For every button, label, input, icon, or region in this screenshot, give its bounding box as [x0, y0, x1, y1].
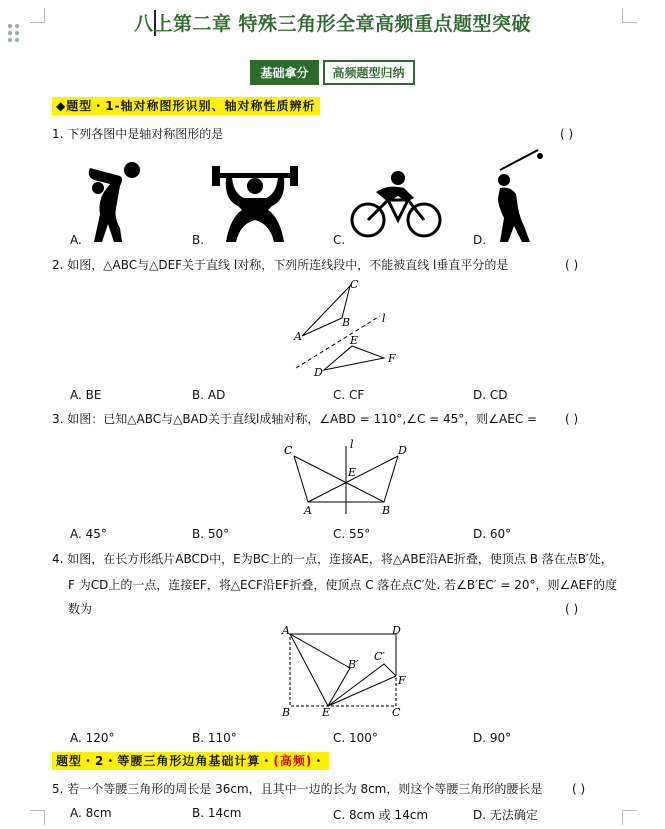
q4-option-d[interactable]: D. 90° — [473, 731, 512, 745]
label-E: E — [350, 334, 359, 347]
page-corner-mark — [30, 810, 45, 825]
q3-option-a[interactable]: A. 45° — [70, 527, 107, 541]
label-B: B — [282, 706, 291, 719]
label-A: A — [294, 330, 302, 343]
label-C-prime: C′ — [374, 650, 385, 663]
question-1: 1. 下列各图中是轴对称图形的是 — [52, 127, 224, 141]
q2-option-c[interactable]: C. CF — [333, 388, 365, 402]
label-F: F — [398, 674, 406, 687]
q4-option-b[interactable]: B. 110° — [192, 731, 237, 745]
tag-frequent: 高频题型归纳 — [323, 60, 415, 85]
question-2: 2. 如图，△ABC与△DEF关于直线 l对称，下列所连线段中，不能被直线 l垂直平分的是 — [52, 258, 509, 272]
section-heading: ◆题型・1-轴对称图形识别、轴对称性质辨析 — [52, 97, 320, 115]
answer-blank: ( ) — [565, 258, 579, 272]
page-corner-mark — [622, 810, 637, 825]
tag-bar — [0, 60, 665, 85]
q1-option-c[interactable]: C. — [333, 233, 346, 247]
label-C: C — [392, 706, 401, 719]
q5-option-c[interactable]: C. 8cm 或 14cm — [333, 808, 429, 822]
label-E: E — [348, 466, 357, 479]
question-4-line1: 4. 如图，在长方形纸片ABCD中，E为BC上的一点，连接AE，将△ABE沿AE折叠，使顶点 B 落在点B′处， — [52, 552, 613, 566]
answer-blank: ( ) — [565, 412, 579, 426]
question-5: 5. 若一个等腰三角形的周长是 36cm，且其中一边的长为 8cm，则这个等腰三角形的腰长是 — [52, 782, 543, 796]
answer-blank: ( ) — [572, 782, 586, 796]
hot-badge: (高频) — [273, 754, 313, 768]
q2-option-d[interactable]: D. CD — [473, 388, 508, 402]
answer-blank: ( ) — [565, 602, 579, 616]
q5-option-b[interactable]: B. 14cm — [192, 806, 242, 820]
question-3: 3. 如图：已知△ABC与△BAD关于直线l成轴对称，∠ABD = 110°,∠C = 45°，则∠AEC = — [52, 412, 538, 426]
q1-option-b[interactable]: B. — [192, 233, 205, 247]
figure-weightlifter-b — [208, 160, 302, 244]
q4-option-c[interactable]: C. 100° — [333, 731, 378, 745]
label-B-prime: B′ — [348, 658, 359, 671]
label-l: l — [382, 312, 386, 325]
q4-option-a[interactable]: A. 120° — [70, 731, 115, 745]
label-D: D — [314, 366, 323, 378]
label-F: F — [388, 352, 396, 365]
figure-q3 — [280, 436, 416, 520]
q1-option-a[interactable]: A. — [70, 233, 82, 247]
q3-option-c[interactable]: C. 55° — [333, 527, 371, 541]
section-heading — [52, 752, 329, 770]
figure-q2 — [280, 278, 410, 378]
q2-option-b[interactable]: B. AD — [192, 388, 226, 402]
q5-option-d[interactable]: D. 无法确定 — [473, 808, 538, 822]
q1-option-d[interactable]: D. — [473, 233, 487, 247]
label-C: C — [284, 444, 293, 457]
q5-option-a[interactable]: A. 8cm — [70, 806, 112, 820]
figure-golfer-d — [490, 146, 550, 244]
question-4-line2: F 为CD上的一点，连接EF，将△ECF沿EF折叠，使顶点 C 落在点C′处. 若∠B′EC′ = 20°，则∠AEF的度 — [68, 578, 617, 592]
question-4-line3: 数为 — [68, 602, 93, 616]
label-l: l — [350, 438, 354, 451]
section-heading-tail: ・ — [312, 754, 326, 768]
q2-option-a[interactable]: A. BE — [70, 388, 102, 402]
answer-blank: ( ) — [560, 127, 574, 141]
q3-option-d[interactable]: D. 60° — [473, 527, 512, 541]
label-E: E — [322, 706, 331, 719]
label-C: C — [350, 278, 359, 291]
label-A: A — [304, 504, 312, 517]
q3-option-b[interactable]: B. 50° — [192, 527, 230, 541]
figure-cyclist-c — [348, 170, 444, 240]
figure-athlete-a — [80, 158, 146, 244]
label-D: D — [392, 624, 401, 637]
label-D: D — [398, 444, 407, 457]
tag-basic: 基础拿分 — [250, 60, 318, 85]
page-title: 八上第二章 特殊三角形全章高频重点题型突破 — [133, 13, 532, 35]
section-heading-text: 题型・2・等腰三角形边角基础计算・ — [56, 754, 274, 768]
label-B: B — [382, 504, 391, 517]
label-B: B — [342, 316, 351, 329]
label-A: A — [282, 624, 290, 637]
figure-q4 — [278, 624, 414, 720]
